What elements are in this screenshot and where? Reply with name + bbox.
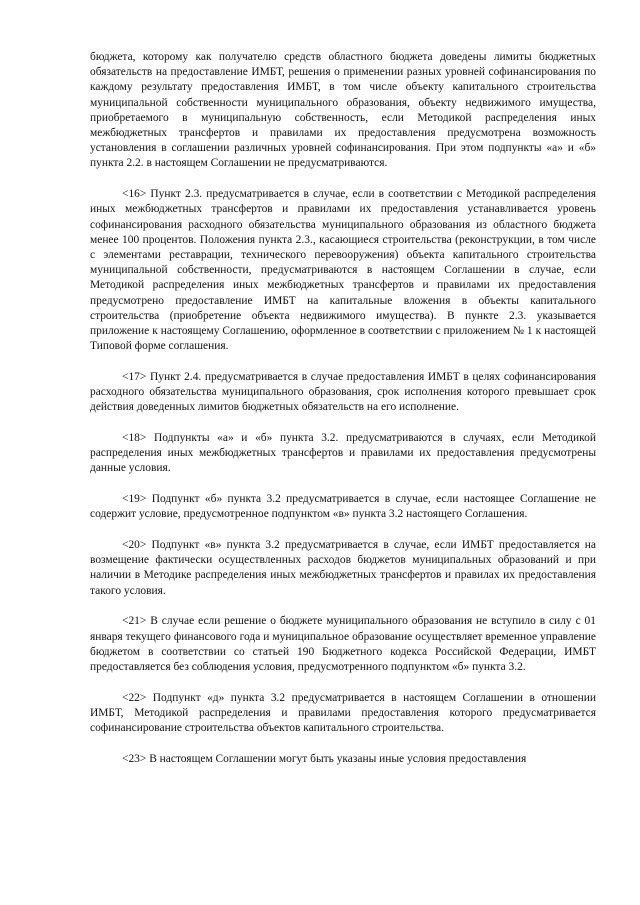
footnote-19: <19> Подпункт «б» пункта 3.2 предусматривается в случае, если настоящее Соглашение не содержит условие, предусмотренное подпунктом «в» пункта 3.2 настоящего Соглашения. [90,493,596,521]
footnote-16: <16> Пункт 2.3. предусматривается в случае, если в соответствии с Методикой распределения иных межбюджетных трансфертов и правилами их предоставления устанавливается уровень софинансирования расходного обязательства муниципального образования из областного бюджета менее 100 процентов. Положения пункта 2.3., касающиеся строительства (реконструкции, в том числе с элементами реставрации, технического перевооружения) объекта капитального строительства муниципальной собственности, предусматриваются в настоящем Соглашении в случае, если Методикой распределения иных межбюджетных трансфертов и правилами их предоставления предусмотрено предоставление ИМБТ на капитальные вложения в объекты капитального строительства (приобретение объекта недвижимого имущества). В пункте 2.3. указывается приложение к настоящему Соглашению, оформленное в соответствии с приложением № 1 к настоящей Типовой форме соглашения. [90,188,596,353]
footnote-22: <22> Подпункт «д» пункта 3.2 предусматривается в настоящем Соглашении в отношении ИМБТ, Методикой распределения и правилами предоставления которого предусматривается софинансирование строительства объектов капитального строительства. [90,691,596,735]
footnote-18: <18> Подпункты «а» и «б» пункта 3.2. предусматриваются в случаях, если Методикой распределения иных межбюджетных трансфертов и правилами их предоставления предусмотрены данные условия. [90,431,596,475]
footnote-21: <21> В случае если решение о бюджете муниципального образования не вступило в силу с 01 января текущего финансового года и муниципальное образование осуществляет временное управление бюджетом в соответствии со статьей 190 Бюджетного кодекса Российской Федерации, ИМБТ предоставляется без соблюдения условия, предусмотренного подпунктом «б» пункта 3.2. [90,615,596,673]
footnote-23: <23> В настоящем Соглашении могут быть указаны иные условия предоставления [122,752,527,765]
footnote-20: <20> Подпункт «в» пункта 3.2 предусматривается в случае, если ИМБТ предоставляется на возмещение фактически осуществленных расходов бюджетов муниципальных образований и при наличии в Методике распределения иных межбюджетных трансфертов и правилах их предоставления такого условия. [90,538,596,597]
footnote-17: <17> Пункт 2.4. предусматривается в случае предоставления ИМБТ в целях софинансирования расходного обязательства муниципального образования, срок исполнения которого превышает срок действия доведенных лимитов бюджетных обязательств на его исполнение. [90,370,596,414]
paragraph-continuation: бюджета, которому как получателю средств областного бюджета доведены лимиты бюджетных обязательств на предоставление ИМБТ, решения о применении разных уровней софинансирования по каждому результату предоставления ИМБТ, в том числе объекту капитального строительства муниципальной собственности муниципального образования, объекту недвижимого имущества, приобретаемого в муниципальную собственность, если Методикой распределения иных межбюджетных трансфертов и правилами их предоставления предусмотрена возможность установления в соглашении различных уровней софинансирования. При этом подпункты «а» и «б» пункта 2.2. в настоящем Соглашении не предусматриваются. [90,51,596,170]
